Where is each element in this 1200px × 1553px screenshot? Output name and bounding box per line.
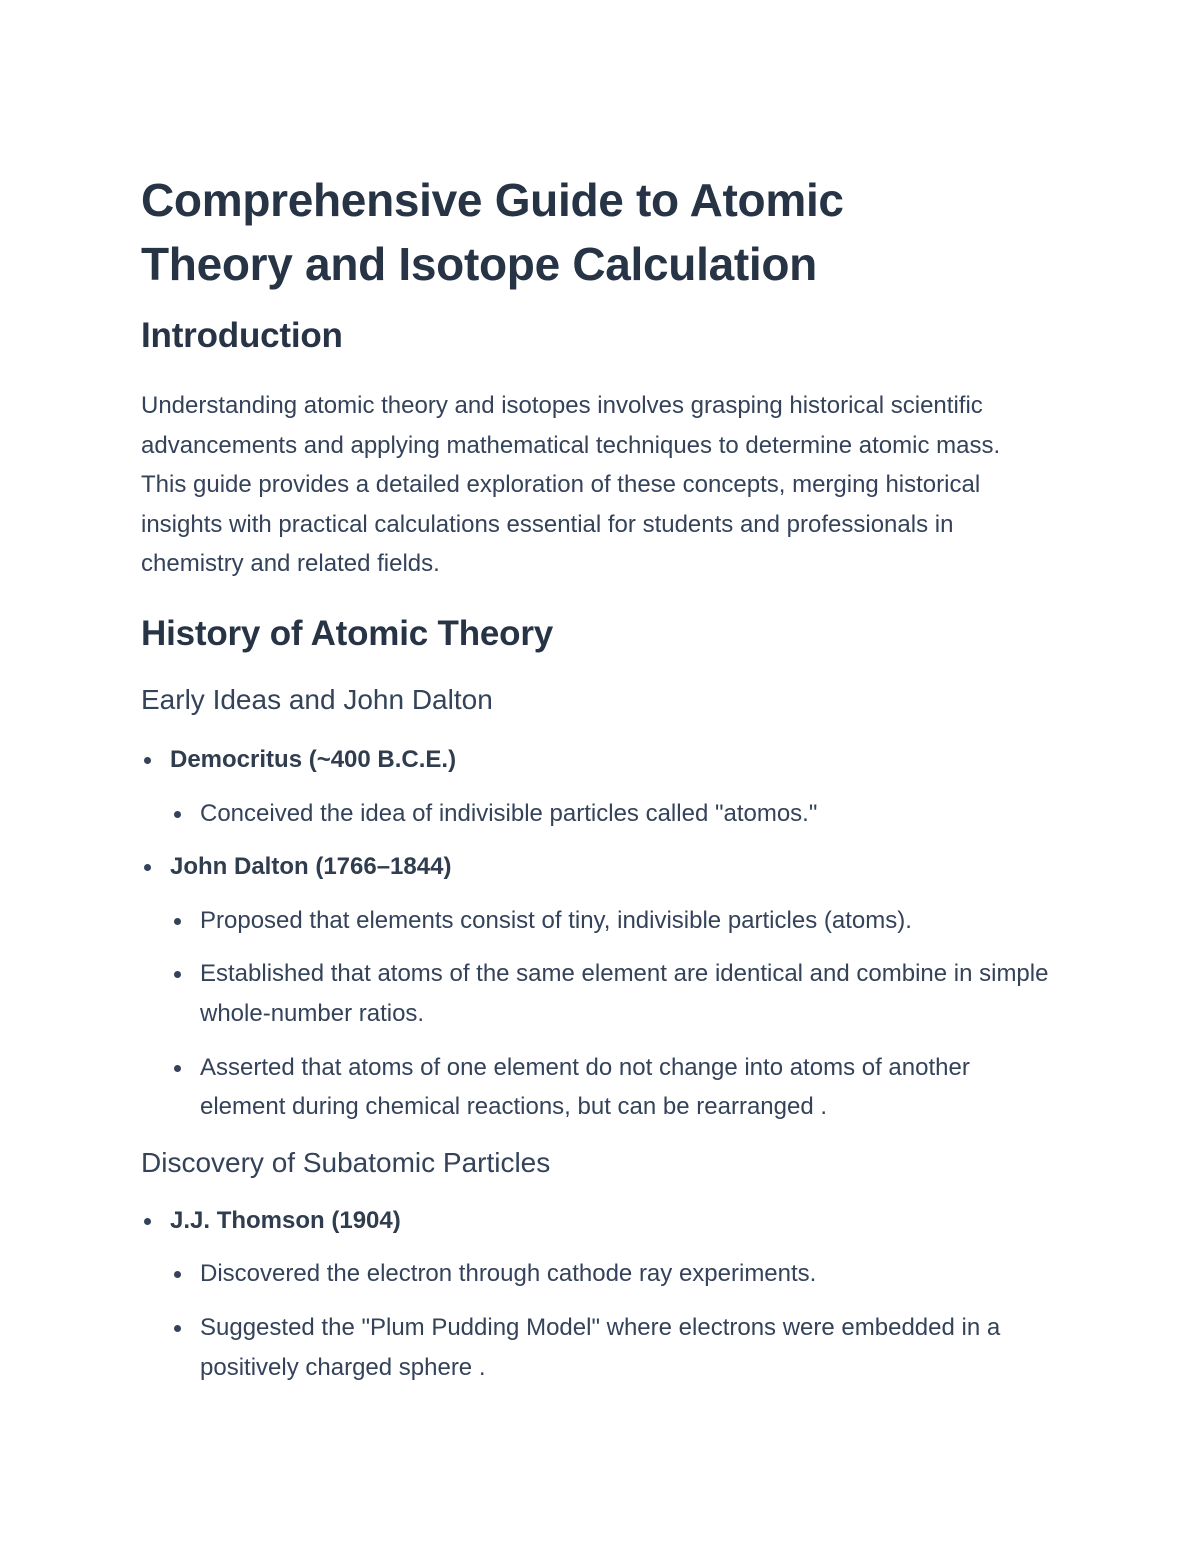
bullet-icon xyxy=(174,971,181,978)
bullet-icon xyxy=(174,1065,181,1072)
title-line-1: Comprehensive Guide to Atomic xyxy=(141,174,844,226)
introduction-paragraph: Understanding atomic theory and isotopes involves grasping historical scientific advancements and applying mathematical techniques to determine atomic mass. This guide provides a detailed exploration of these concepts, merging historical insights with practical calculations essential for students and professionals in chemistry and related fields. xyxy=(141,392,1001,578)
early-ideas-heading: Early Ideas and John Dalton xyxy=(141,683,493,715)
title-line-2: Theory and Isotope Calculation xyxy=(141,238,817,290)
list-subitem-text: Suggested the "Plum Pudding Model" where electrons were embedded in a positively charged sphere . xyxy=(200,1313,1001,1381)
list-item-democritus xyxy=(141,740,1050,780)
bullet-icon xyxy=(174,1271,181,1278)
list-subitem xyxy=(141,901,1050,941)
list-item-thomson xyxy=(141,1201,1050,1241)
list-subitem xyxy=(141,1308,1050,1387)
list-subitem-text: Established that atoms of the same element are identical and combine in simple whole-number ratios. xyxy=(200,960,1049,1027)
bullet-icon xyxy=(174,811,181,818)
subatomic-heading: Discovery of Subatomic Particles xyxy=(141,1146,551,1178)
bullet-icon xyxy=(144,757,151,764)
bullet-icon xyxy=(174,1325,181,1332)
list-item-label: John Dalton (1766–1844) xyxy=(170,853,452,881)
document-title xyxy=(141,168,1050,296)
list-item-label: Democritus (~400 B.C.E.) xyxy=(170,745,457,773)
list-subitem xyxy=(141,954,1050,1033)
early-ideas-list xyxy=(141,740,1050,1127)
list-subitem-text: Conceived the idea of indivisible particles called "atomos." xyxy=(200,799,818,827)
introduction-heading: Introduction xyxy=(141,316,343,355)
list-item-label: J.J. Thomson (1904) xyxy=(170,1206,401,1234)
bullet-icon xyxy=(174,918,181,925)
bullet-icon xyxy=(144,1218,151,1225)
history-heading: History of Atomic Theory xyxy=(141,613,554,653)
list-subitem xyxy=(141,794,1050,834)
list-subitem-text: Asserted that atoms of one element do not change into atoms of another element during chemical reactions, but can be rearranged . xyxy=(200,1053,970,1121)
list-item-dalton xyxy=(141,847,1050,887)
list-subitem xyxy=(141,1254,1050,1294)
bullet-icon xyxy=(144,864,151,871)
list-subitem xyxy=(141,1048,1050,1127)
subatomic-list xyxy=(141,1201,1050,1387)
list-subitem-text: Discovered the electron through cathode ray experiments. xyxy=(200,1260,817,1288)
list-subitem-text: Proposed that elements consist of tiny, indivisible particles (atoms). xyxy=(200,906,912,934)
